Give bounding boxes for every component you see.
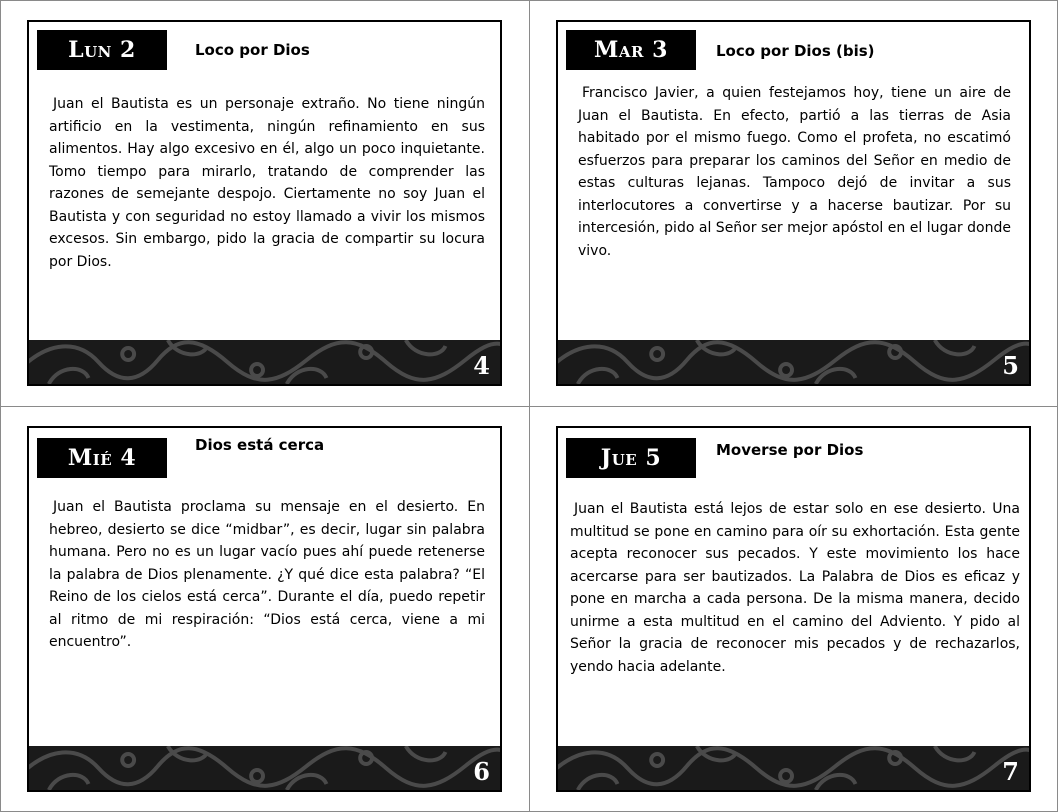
day-card: [27, 20, 502, 386]
ornament-pattern: [558, 746, 1029, 790]
card-title: Loco por Dios: [195, 41, 310, 59]
page-number: 7: [1002, 757, 1019, 786]
day-label: Lun 2: [37, 30, 167, 70]
card-text: Francisco Javier, a quien festejamos hoy, tiene un aire de Juan el Bautista. En efecto, partió a las tierras de Asia habitado por el mismo fuego. Como el profeta, no escatimó esfuerzos para preparar los caminos del Señor en medio de estas culturas lejanas. Tampoco dejó de invitar a sus interlocutores a convertirse y a hacerse bautizar. Por su intercesión, pido al Señor ser mejor apóstol en el lugar donde vivo.: [578, 85, 1011, 259]
day-label: Mar 3: [566, 30, 696, 70]
day-card: [556, 426, 1031, 792]
card-text: Juan el Bautista está lejos de estar solo en ese desierto. Una multitud se pone en camino para oír su exhortación. Esta gente acepta reconocer sus pecados. Y este movimiento los hace acercarse para ser bautizados. La Palabra de Dios es eficaz y pone en marcha a cada persona. De la misma manera, decido unirme a esta multitud en el camino del Adviento. Y pido al Señor la gracia de reconocer mis pecados y de rechazarlos, yendo hacia adelante.: [570, 501, 1020, 675]
day-card: [556, 20, 1031, 386]
card-title: Moverse por Dios: [716, 441, 864, 459]
ornament-bar: [29, 340, 500, 384]
card-title: Dios está cerca: [195, 436, 325, 454]
card-title: Loco por Dios (bis): [716, 42, 875, 60]
day-label: Mié 4: [37, 438, 167, 478]
card-text: Juan el Bautista proclama su mensaje en el desierto. En hebreo, desierto se dice “midbar”, es decir, lugar sin palabra humana. Pero no es un lugar vacío pues ahí puede retenerse la palabra de Dios plenamente. ¿Y qué dice esta palabra? “El Reino de los cielos está cerca”. Durante el día, puedo repetir al ritmo de mi respiración: “Dios está cerca, viene a mi encuentro”.: [49, 499, 485, 650]
ornament-pattern: [29, 746, 500, 790]
ornament-pattern: [29, 340, 500, 384]
page-number: 6: [473, 757, 490, 786]
page-number: 5: [1002, 351, 1019, 380]
page-number: 4: [473, 351, 490, 380]
ornament-pattern: [558, 340, 1029, 384]
day-card: [27, 426, 502, 792]
day-label: Jue 5: [566, 438, 696, 478]
card-text: Juan el Bautista es un personaje extraño. No tiene ningún artificio en la vestimenta, ningún refinamiento en sus alimentos. Hay algo excesivo en él, algo un poco inquietante. Tomo tiempo para mirarlo, tratando de comprender las razones de semejante despojo. Ciertamente no soy Juan el Bautista y con seguridad no estoy llamado a vivir los mismos excesos. Sin embargo, pido la gracia de compartir su locura por Dios.: [49, 96, 485, 270]
ornament-bar: [558, 746, 1029, 790]
ornament-bar: [558, 340, 1029, 384]
ornament-bar: [29, 746, 500, 790]
